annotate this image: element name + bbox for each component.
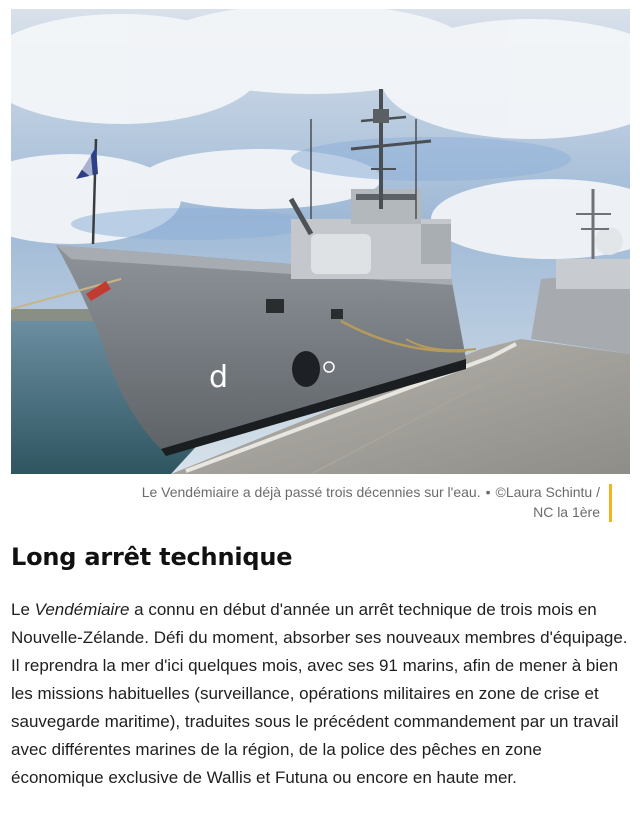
paragraph-lead: Le xyxy=(11,600,35,619)
photo-caption xyxy=(20,482,600,522)
section-heading: Long arrêt technique xyxy=(11,543,293,571)
anchor xyxy=(292,351,320,387)
ship-photo xyxy=(11,9,630,474)
caption-accent-bar xyxy=(609,484,612,522)
caption-credit-line-2: NC la 1ère xyxy=(533,504,600,520)
caption-credit-line-1: ©Laura Schintu / xyxy=(495,484,600,500)
article-paragraph xyxy=(11,596,633,792)
ship-illustration xyxy=(11,9,630,474)
hull-number: d xyxy=(209,360,229,395)
caption-separator: • xyxy=(485,484,491,500)
ship-name: Vendémiaire xyxy=(34,600,130,619)
caption-line-1 xyxy=(20,482,600,502)
paragraph-text: a connu en début d'année un arrêt technique de trois mois en Nouvelle-Zélande. Défi du moment, absorber ses nouveaux membres d'équipage. Il reprendra la mer d'ici quelques mois, avec ses 91 marins, afin de mener à bien les missions habituelles (surveillance, opérations militaires en zone de crise et sauvegarde maritime), traduites sous le précédent commandement par un travail avec différentes marines de la région, de la police des pêches en zone économique exclusive de Wallis et Futuna ou encore en haute mer. xyxy=(11,600,628,787)
caption-text: Le Vendémiaire a déjà passé trois décennies sur l'eau. xyxy=(141,484,481,500)
